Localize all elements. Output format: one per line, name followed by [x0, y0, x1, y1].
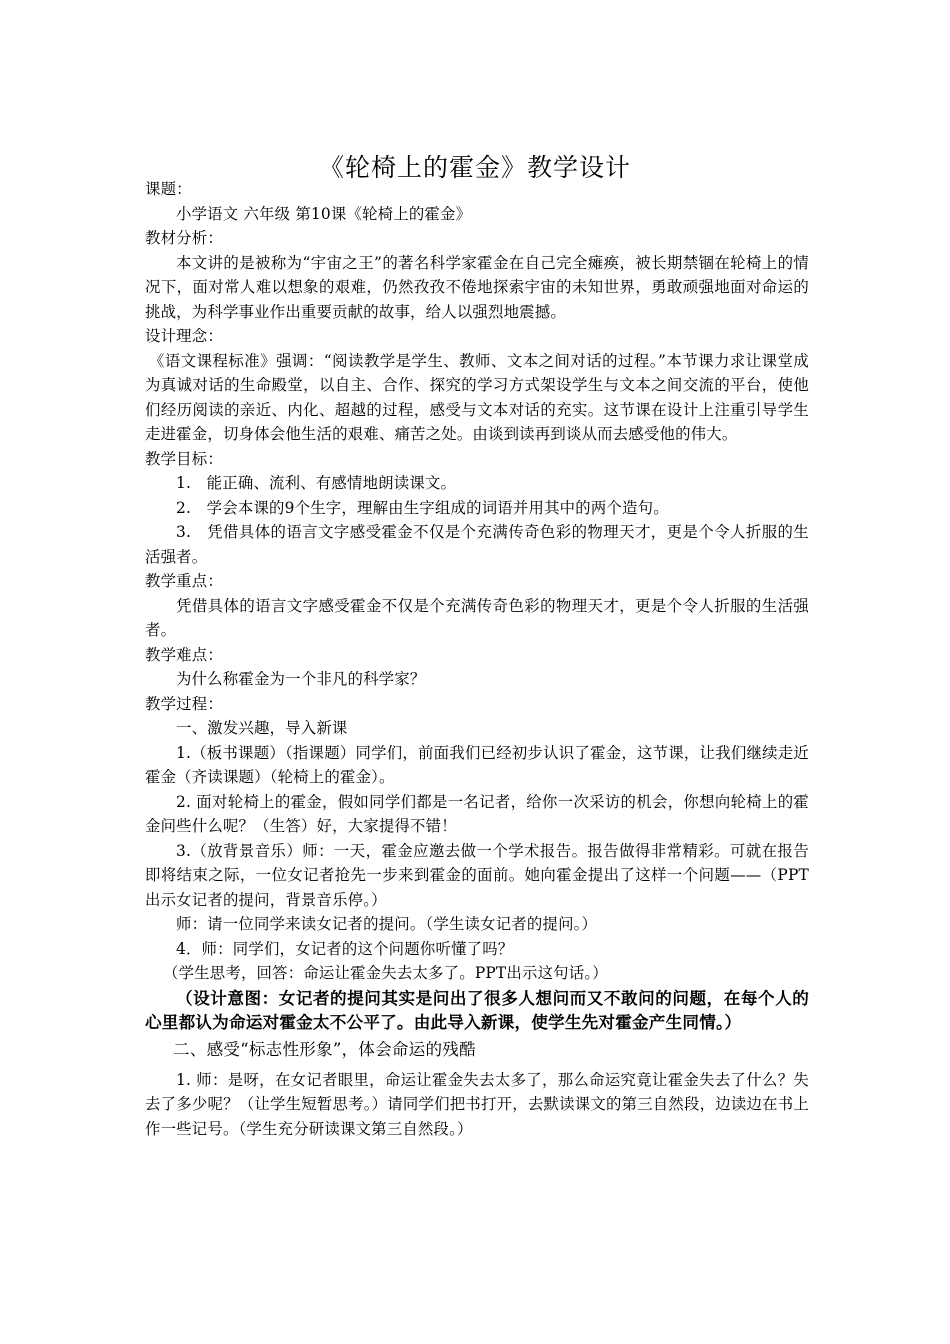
concept-heading: 设计理念： [145, 327, 223, 345]
design-intent-note: （设计意图：女记者的提问其实是问出了很多人想问而又不敢问的问题，在每个人的心里都认为命运对霍金太不公平了。由此导入新课，使学生先对霍金产生同情。） [145, 988, 809, 1032]
goal-item: 2. 学会本课的9个生字，理解由生字组成的词语并用其中的两个造句。 [176, 498, 669, 517]
process-paragraph: 1.（板书课题）（指课题）同学们，前面我们已经初步认识了霍金，这节课，让我们继续走近霍金（齐读课题）（轮椅上的霍金）。 [145, 743, 809, 786]
concept-text: 《语文课程标准》强调：“阅读教学是学生、教师、文本之间对话的过程。”本节课力求让课堂成为真诚对话的生命殿堂，以自主、合作、探究的学习方式架设学生与文本之间交流的平台，使他们经历阅读的亲近、内化、超越的过程，感受与文本对话的充实。这节课在设计上注重引导学生走进霍金，切身体会他生活的艰难、痛苦之处。由谈到读再到谈从而去感受他的伟大。 [145, 351, 809, 443]
document-body [145, 177, 809, 1141]
process-paragraph: 2. 面对轮椅上的霍金，假如同学们都是一名记者，给你一次采访的机会，你想向轮椅上的霍金问些什么呢？（生答）好，大家提得不错！ [145, 792, 809, 835]
lesson-heading: 课题： [145, 180, 192, 198]
process-paragraph: 师：请一位同学来读女记者的提问。（学生读女记者的提问。） [176, 915, 598, 933]
analysis-heading: 教材分析： [145, 229, 223, 247]
focus-text: 凭借具体的语言文字感受霍金不仅是个充满传奇色彩的物理天才，更是个令人折服的生活强者。 [145, 596, 809, 639]
process-heading: 教学过程： [145, 694, 223, 713]
difficulty-heading: 教学难点： [145, 645, 223, 664]
goal-item: 3. 凭借具体的语言文字感受霍金不仅是个充满传奇色彩的物理天才，更是个令人折服的生活强者。 [145, 523, 809, 566]
process-section-2: 二、感受“标志性形象”，体会命运的残酷 [173, 1039, 476, 1059]
process-paragraph: 1. 师：是呀，在女记者眼里，命运让霍金失去太多了，那么命运究竟让霍金失去了什么？失去了多少呢？（让学生短暂思考。）请同学们把书打开，去默读课文的第三自然段，边读边在书上作一些记号。（学生充分研读课文第三自然段。） [145, 1070, 809, 1138]
goal-item: 1. 能正确、流利、有感情地朗读课文。 [176, 474, 457, 492]
process-paragraph: 3.（放背景音乐）师：一天，霍金应邀去做一个学术报告。报告做得非常精彩。可就在报告即将结束之际，一位女记者抢先一步来到霍金的面前。她向霍金提出了这样一个问题——（PPT出示女记者的提问，背景音乐停。） [145, 841, 809, 909]
difficulty-text: 为什么称霍金为一个非凡的科学家？ [176, 670, 426, 688]
process-paragraph: （学生思考，回答：命运让霍金失去太多了。PPT出示这句话。） [163, 964, 608, 982]
analysis-text: 本文讲的是被称为“宇宙之王”的著名科学家霍金在自己完全瘫痪，被长期禁锢在轮椅上的情况下，面对常人难以想象的艰难，仍然孜孜不倦地探索宇宙的未知世界，勇敢顽强地面对命运的挑战，为科学事业作出重要贡献的故事，给人以强烈地震撼。 [145, 253, 809, 321]
lesson-text: 小学语文 六年级 第10课《轮椅上的霍金》 [176, 204, 472, 223]
focus-heading: 教学重点： [145, 572, 223, 590]
document-title: 《轮椅上的霍金》教学设计 [318, 152, 631, 182]
process-paragraph: 4．师：同学们，女记者的这个问题你听懂了吗？ [176, 939, 514, 958]
process-section-1: 一、激发兴趣，导入新课 [176, 719, 348, 737]
goals-heading: 教学目标： [145, 449, 223, 468]
